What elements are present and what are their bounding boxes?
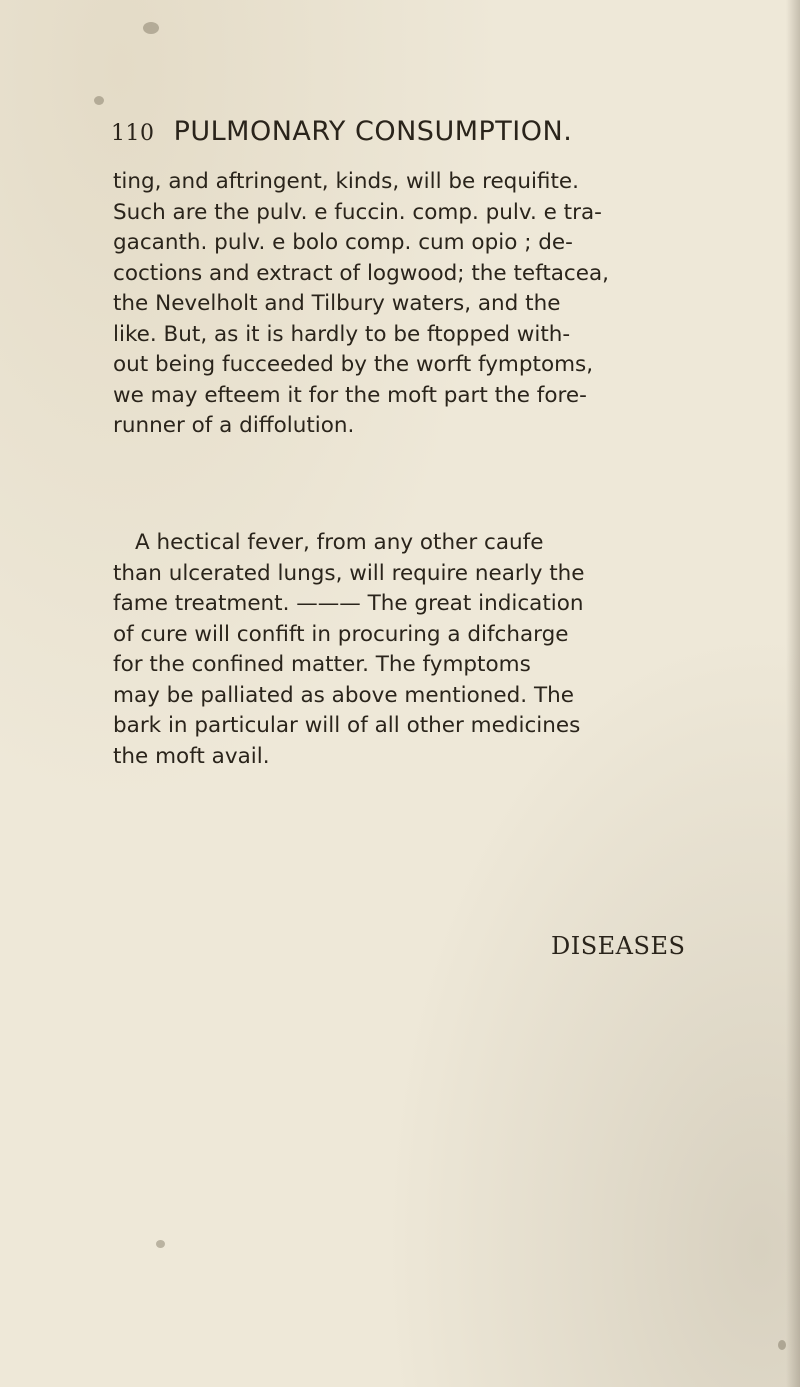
ink-stain (94, 96, 104, 105)
ink-stain (156, 1240, 165, 1248)
ink-stain (778, 1340, 786, 1350)
text-line: fame treatment. ——— The great indication (113, 591, 584, 616)
text-line: than ulcerated lungs, will require nearly the (113, 560, 585, 586)
paragraph-2 (113, 528, 753, 772)
text-line: the moft avail. (113, 743, 270, 769)
page-number: 110 (111, 121, 155, 146)
running-head: PULMONARY CONSUMPTION. (173, 116, 573, 147)
text-line: runner of a diffolution. (113, 413, 355, 438)
text-line: may be palliated as above mentioned. The (113, 682, 574, 708)
text-line: gacanth. pulv. e bolo comp. cum opio ; de- (113, 230, 573, 255)
text-line: ting, and aftringent, kinds, will be requifite. (113, 169, 579, 194)
text-line: coctions and extract of logwood; the teftacea, (113, 260, 609, 286)
text-line: the Nevelholt and Tilbury waters, and the (113, 291, 561, 316)
text-line: out being fucceeded by the worft fymptoms, (113, 352, 594, 377)
page-header (111, 116, 751, 156)
text-line: bark in particular will of all other medicines (113, 713, 581, 738)
text-line: of cure will confift in procuring a difcharge (113, 621, 569, 647)
ink-stain (143, 22, 159, 34)
paragraph-1 (113, 167, 753, 442)
catchword: DISEASES (551, 932, 686, 960)
text-line: Such are the pulv. e fuccin. comp. pulv. e tra- (113, 199, 602, 225)
text-line: like. But, as it is hardly to be ftopped with- (113, 321, 571, 347)
page-edge-shadow (786, 0, 800, 1387)
text-line: we may efteem it for the moft part the fore- (113, 382, 587, 408)
text-line: A hectical fever, from any other caufe (135, 530, 544, 555)
text-line: for the confined matter. The fymptoms (113, 652, 531, 677)
